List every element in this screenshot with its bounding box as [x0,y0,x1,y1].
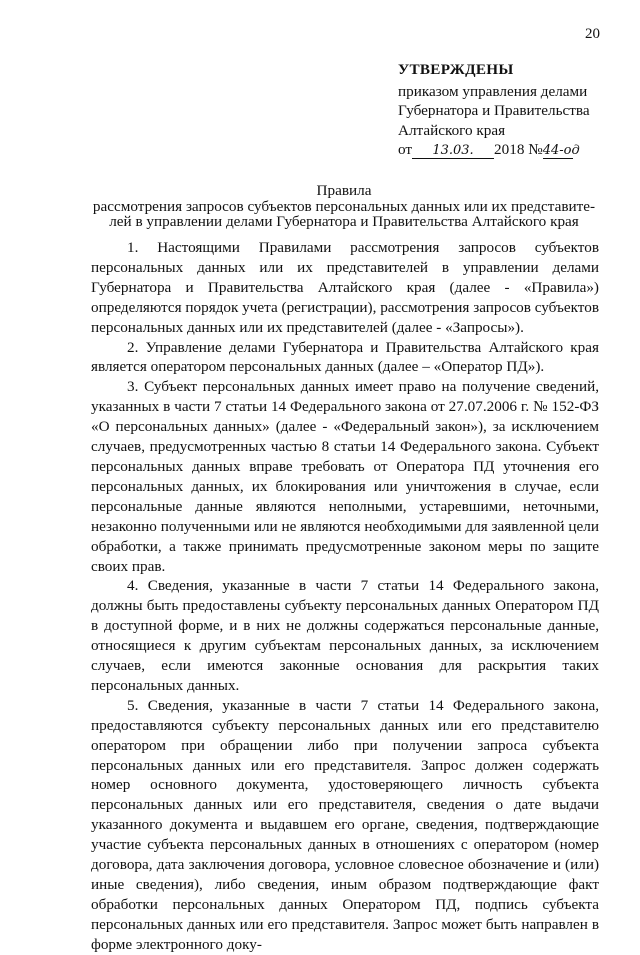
paragraph-1: 1. Настоящими Правилами рассмотрения запросов субъектов персональных данных или их представителей в управлении делами Губернатора и Правительства Алтайского края (далее - «Правила») определяются порядок учета (регистрации), рассмотрения запросов субъектов персональных данных или их представителей (далее - «Запросы»). [91,239,600,336]
handwritten-date: 13.03. [412,144,494,159]
page-number: 20 [585,26,600,42]
paragraph-5: 5. Сведения, указанные в части 7 статьи 14 Федерального закона, предоставляются субъекту персональных данных или его представителю оператором при обращении либо при получении запроса субъекта персональных данных или его представителя. Запрос должен содержать номер основного документа, удостоверяющего личность субъекта персональных данных или его представителя, сведения о дате выдачи указанного документа и выдавшем его органе, сведения, подтверждающие участие субъекта персональных данных в отношениях с оператором (номер договора, дата заключения договора, условное словесное обозначение и (или) иные сведения), либо сведения, иным образом подтверждающие факт обработки персональных данных Оператором ПД, подпись субъекта персональных данных или его представителя. Запрос может быть направлен в форме электронного доку- [91,696,599,953]
from-label: от [398,141,413,158]
title-sub-line-1: рассмотрения запросов субъектов персональных данных или их представите- [92,198,596,215]
paragraph-2: 2. Управление делами Губернатора и Правительства Алтайского края является оператором персональных данных (далее – «Оператор ПД»). [91,338,599,376]
title-sub-line-2: лей в управлении делами Губернатора и Правительства Алтайского края [109,213,579,230]
approval-stamp [398,60,613,160]
paragraph-4: 4. Сведения, указанные в части 7 статьи 14 Федерального закона, должны быть предоставлены субъекту персональных данных Оператором ПД в доступной форме, и в них не должны содержаться персональные данные, относящиеся к другим субъектам персональных данных, за исключением случаев, если имеются законные основания для раскрытия таких персональных данных. [91,577,599,694]
paragraph-3: 3. Субъект персональных данных имеет право на получение сведений, указанных в части 7 статьи 14 Федерального закона от 27.07.2006 г. № 152-ФЗ «О персональных данных» (далее - «Федеральный закон»), за исключением случаев, предусмотренных частью 8 статьи 14 Федерального закона. Субъект персональных данных вправе требовать от Оператора ПД уточнения его персональных данных, их блокирования или уничтожения в случае, если персональные данные являются неполными, устаревшими, неточными, незаконно полученными или не являются необходимыми для заявленной цели обработки, а также принимать предусмотренные законом меры по защите своих прав. [91,378,599,575]
document-body [91,238,599,955]
document-title [60,183,628,229]
approval-heading: УТВЕРЖДЕНЫ [398,61,514,78]
handwritten-number: 44-од [542,143,580,158]
approval-line-1: приказом управления делами [398,82,588,100]
approval-line-3: Алтайского края [398,121,506,139]
approval-line-2: Губернатора и Правительства [398,102,590,119]
approval-date-line [398,140,613,160]
title-main: Правила [316,182,372,199]
year-text: 2018 № [494,141,543,158]
